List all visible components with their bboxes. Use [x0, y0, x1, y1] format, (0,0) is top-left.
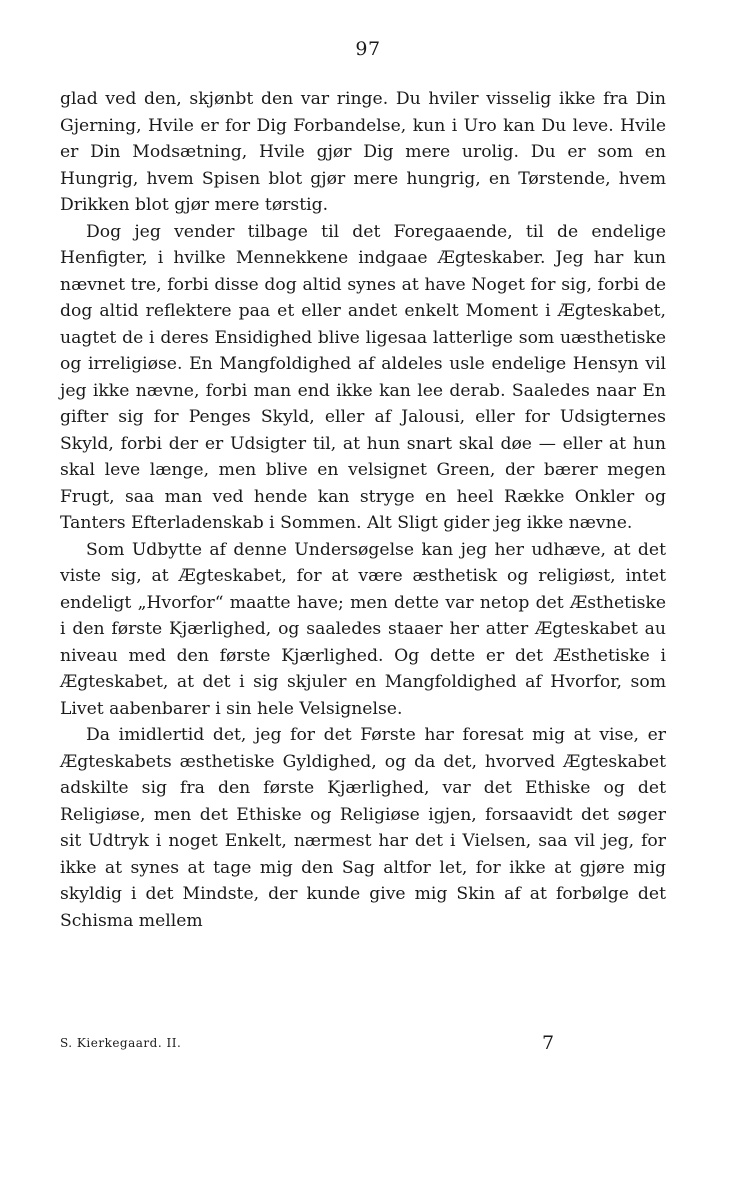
paragraph: Da imidlertid det, jeg for det Første har foresat mig at vise, er Ægteskabets æsthetiske Gyldighed, og da det, hvorved Ægteskabet adskilte sig fra den første Kjærlighed, var det Ethiske og det Religiøse, men det Ethiske og Religiøse igjen, forsaavidt det søger sit Udtryk i noget Enkelt, nærmest har det i Vielsen, saa vil jeg, for ikke at synes at tage mig den Sag altfor let, for ikke at gjøre mig skyldig i det Mindste, der kunde give mig Skin af at forbølge det Schisma mellem: [60, 725, 666, 931]
paragraph: Som Udbytte af denne Undersøgelse kan jeg her udhæve, at det viste sig, at Ægteskabet, for at være æsthetisk og religiøst, intet endeligt „Hvorfor“ maatte have; men dette var netop det Æsthetiske i den første Kjærlighed, og saaledes staaer her atter Ægteskabet au niveau med den første Kjærlighed. Og dette er det Æsthetiske i Ægteskabet, at det i sig skjuler en Mangfoldighed af Hvorfor, som Livet aabenbarer i sin hele Velsignelse.: [60, 539, 666, 719]
paragraph: glad ved den, skjønbt den var ringe. Du hviler visselig ikke fra Din Gjerning, Hvile er for Dig Forbandelse, kun i Uro kan Du leve. Hvile er Din Modsætning, Hvile gjør Dig mere urolig. Du er som en Hungrig, hvem Spisen blot gjør mere hungrig, en Tørstende, hvem Drikken blot gjør mere tørstig.: [60, 89, 666, 215]
page-number: 97: [355, 38, 381, 60]
page-footer: [60, 1032, 666, 1058]
body-text: [60, 86, 666, 934]
sheet-number: 7: [542, 1032, 555, 1054]
paragraph: Dog jeg vender tilbage til det Foregaaende, til de endelige Henfigter, i hvilke Mennekkene indgaae Ægteskaber. Jeg har kun nævnet tre, forbi disse dog altid synes at have Noget for sig, forbi de dog altid reflektere paa et eller andet enkelt Moment i Ægteskabet, uagtet de i deres Ensidighed blive ligesaa latterlige som uæsthetiske og irreligiøse. En Mangfoldighed af aldeles usle endelige Hensyn vil jeg ikke nævne, forbi man end ikke kan lee derab. Saaledes naar En gifter sig for Penges Skyld, eller af Jalousi, eller for Udsigternes Skyld, forbi der er Udsigter til, at hun snart skal døe — eller at hun skal leve længe, men blive en velsignet Green, der bærer megen Frugt, saa man ved hende kan stryge en heel Række Onkler og Tanters Efterladenskab i Sommen. Alt Sligt gider jeg ikke nævne.: [60, 221, 666, 533]
signature-mark: S. Kierkegaard. II.: [60, 1036, 182, 1050]
